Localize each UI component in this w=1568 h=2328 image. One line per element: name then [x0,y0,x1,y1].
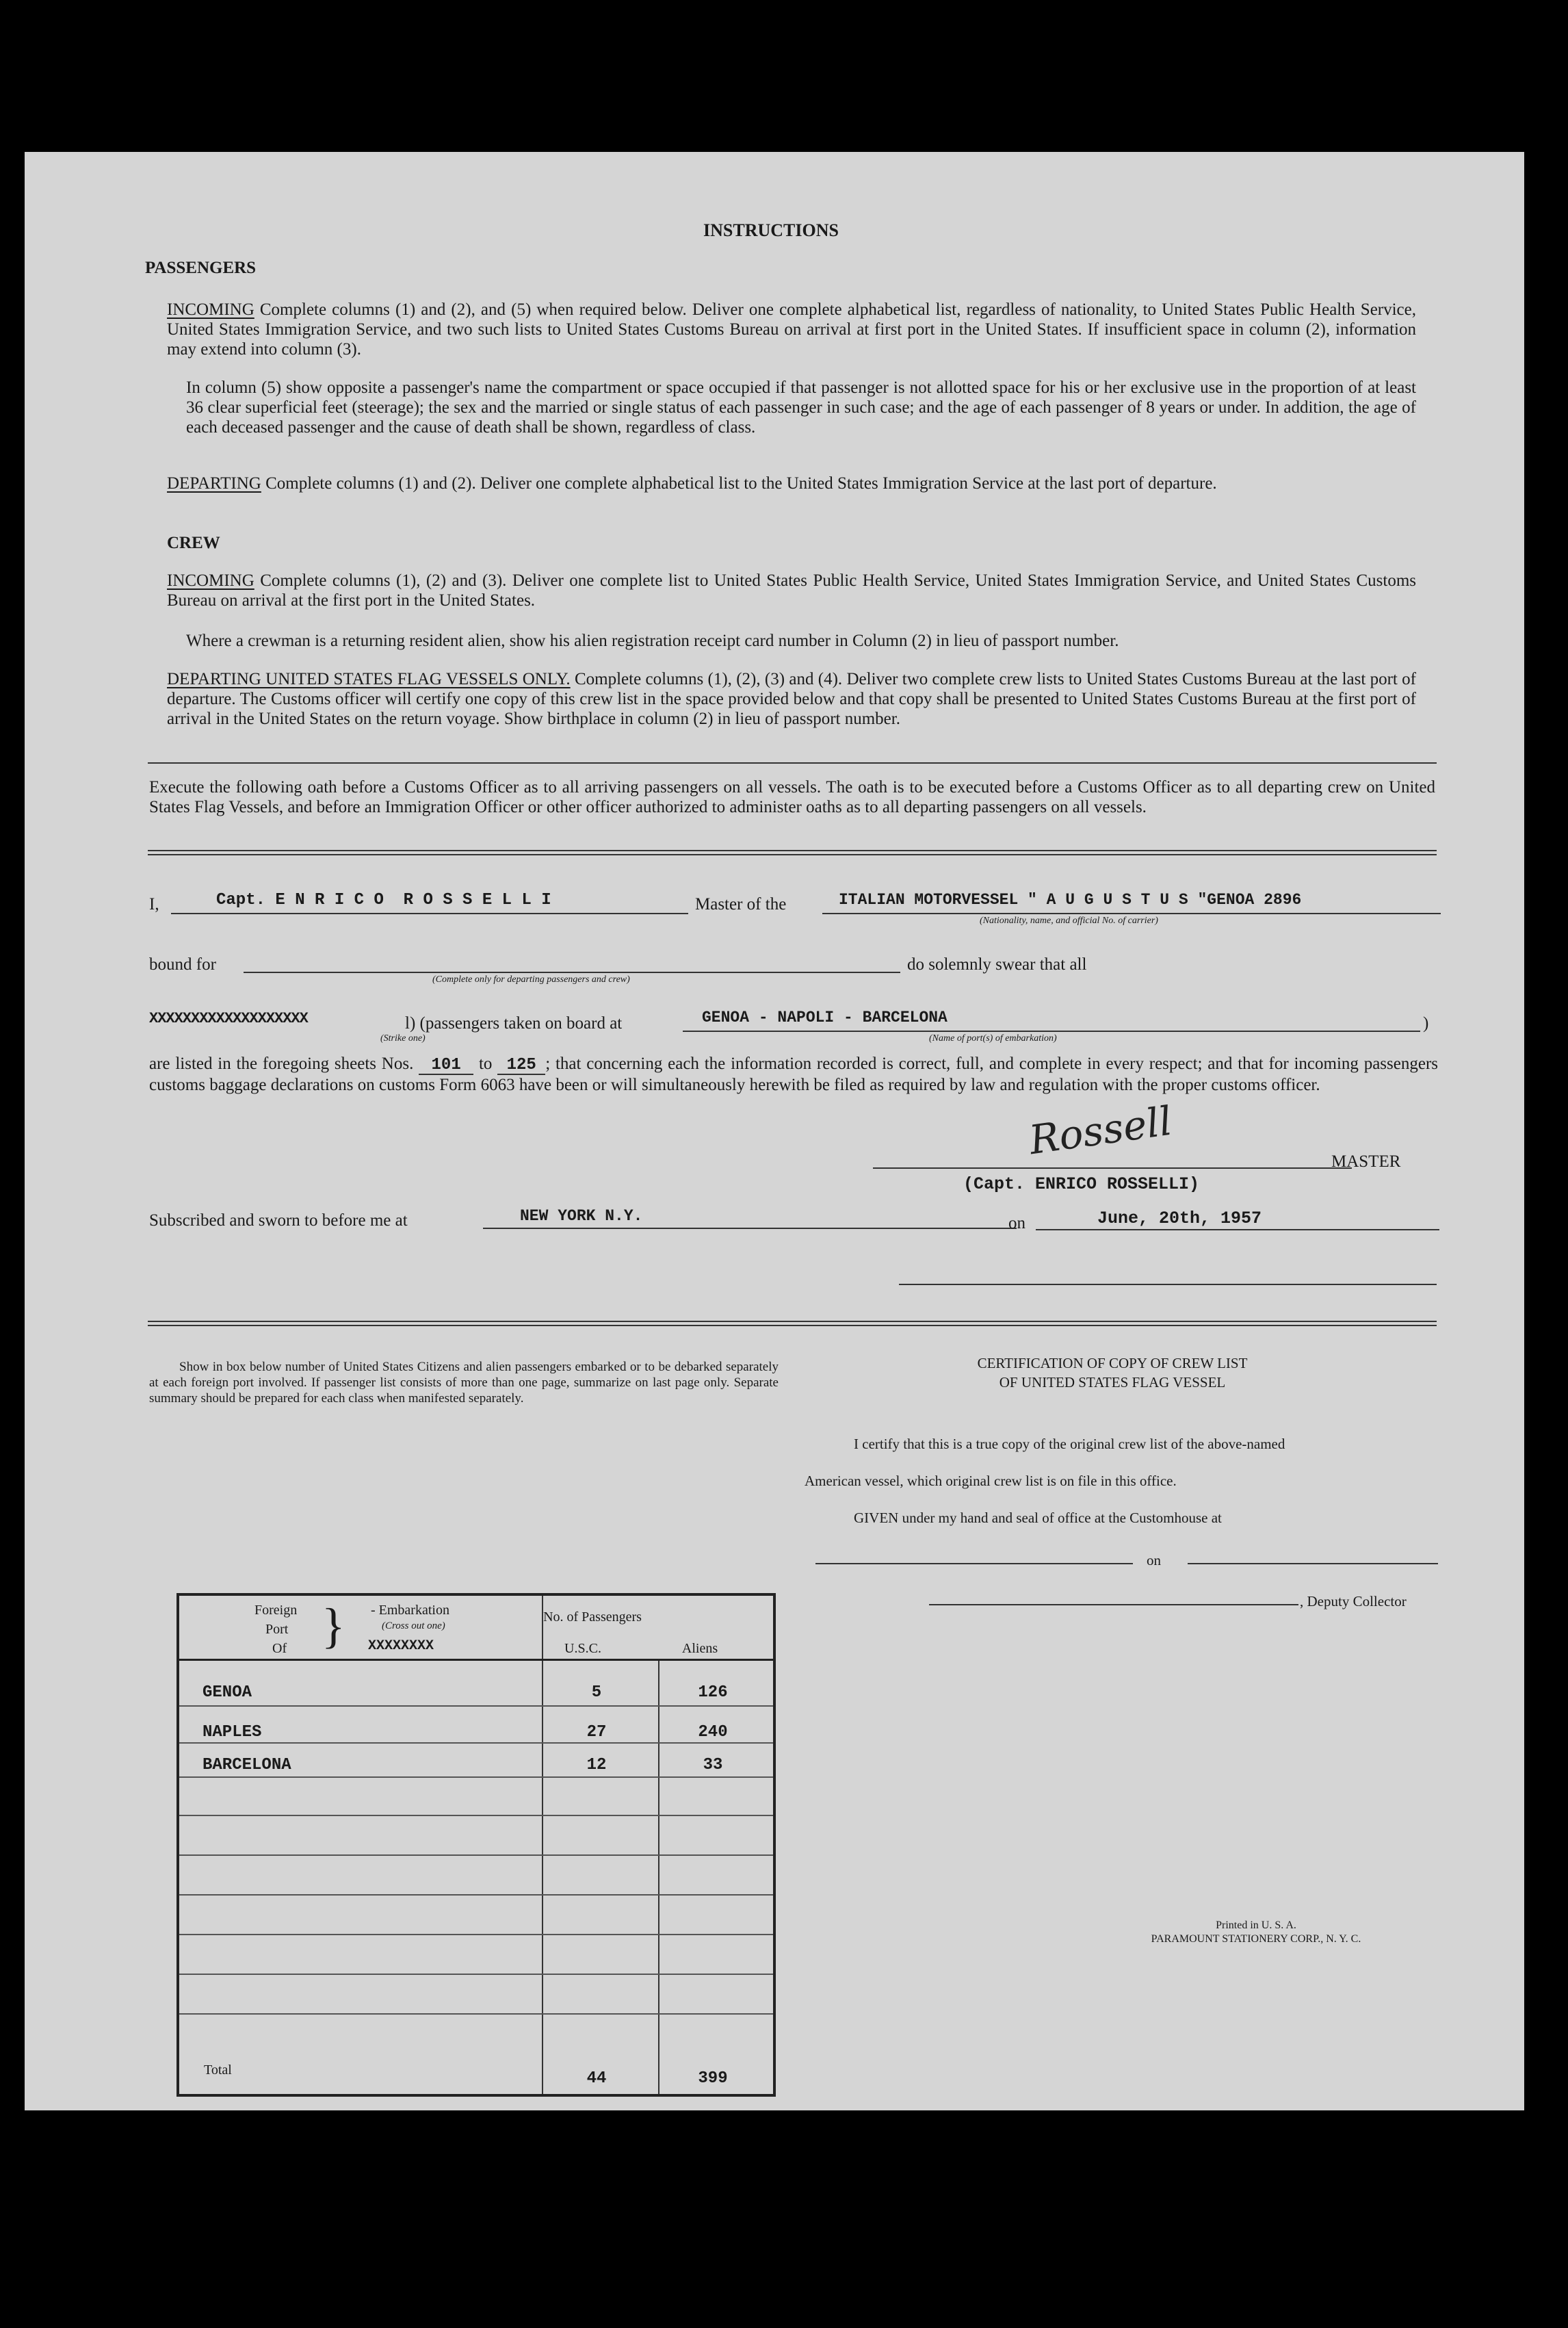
printer-line1: Printed in U. S. A. [1216,1919,1296,1931]
row-line [179,1705,773,1707]
row-port: GENOA [202,1683,252,1702]
header-foreign: Foreign [254,1603,298,1618]
crew-incoming-label: INCOMING [167,571,254,590]
column5-paragraph: In column (5) show opposite a passenger's name the compartment or space occupied if that passenger is not allotted space for his or her exclusive use in the proportion of at least 36 clear superficial feet (steerage); the sex and the married or single status of each passenger in such case; and the age of each passenger of 8 years or under. In addition, the age of each deceased passenger and the cause of death shall be shown, regardless of class. [186,378,1416,437]
passengers-on-board-text: l) (passengers taken on board at [405,1014,623,1033]
subscribed-label: Subscribed and sworn to before me at [149,1211,408,1230]
printer-line2: PARAMOUNT STATIONERY CORP., N. Y. C. [1151,1933,1361,1945]
brace-icon: } [322,1599,345,1653]
sworn-place: NEW YORK N.Y. [520,1207,643,1225]
incoming-label: INCOMING [167,300,254,319]
master-signature: Rossell [1026,1097,1175,1164]
row-aliens: 240 [698,1723,728,1742]
row-line [179,1776,773,1778]
embarkation-ports: GENOA - NAPOLI - BARCELONA [702,1009,948,1026]
bound-for-line [244,972,900,973]
officer-line [899,1284,1437,1285]
certification-title-line1: CERTIFICATION OF COPY OF CREW LIST [977,1355,1248,1371]
vessel-name: ITALIAN MOTORVESSEL " A U G U S T U S "GENOA 2896 [839,891,1302,909]
to-label: to [478,1055,493,1073]
instructions-title: INSTRUCTIONS [703,220,839,240]
row-line [179,1854,773,1856]
row-line [179,1742,773,1744]
deputy-collector-line [929,1604,1298,1605]
struck-text: XXXXXXXXXXXXXXXXXXX [149,1010,308,1027]
total-aliens: 399 [698,2069,728,2088]
crewman-paragraph: Where a crewman is a returning resident alien, show his alien registration receipt card number in Column (2) in lieu of passport number. [186,632,1119,650]
certification-date-line [1188,1563,1438,1564]
departing-text: Complete columns (1) and (2). Deliver one complete alphabetical list to the United States Immigration Service at the last port of departure. [261,474,1217,493]
column-divider [542,1596,543,2094]
listed-paragraph [149,1054,1438,1095]
total-label: Total [204,2062,232,2078]
date-line [1036,1229,1439,1230]
flag-vessels-paragraph [167,669,1416,729]
header-no-passengers: No. of Passengers [543,1609,642,1625]
vessel-line [822,913,1441,914]
header-aliens: Aliens [681,1641,718,1656]
double-divider [148,1321,1437,1326]
header-embarkation: - Embarkation [371,1603,449,1618]
master-label: MASTER [1331,1152,1401,1171]
total-usc: 44 [586,2069,607,2088]
oath-intro: Execute the following oath before a Customs Officer as to all arriving passengers on all vessels. The oath is to be executed before a Customs Officer as to all departing crew on United States Flag Vessels, and before an Immigration Officer or other officer authorized to administer oaths as to all departing passengers on all vessels. [149,778,1435,816]
certification-text-3: GIVEN under my hand and seal of office at the Customhouse at [854,1510,1222,1526]
sheet-to: 125 [497,1057,545,1075]
crew-incoming-text: Complete columns (1), (2) and (3). Deliver one complete list to United States Public Health Service, United States Immigration Service, and United States Customs Bureau on arrival at the first port in the United States. [167,571,1416,610]
header-struck: XXXXXXXX [368,1638,434,1654]
bound-for-caption: (Complete only for departing passengers and crew) [432,974,630,985]
oath-i-label: I, [149,895,159,914]
master-name: Capt. E N R I C O R O S S E L L I [216,891,551,909]
deputy-collector-label: , Deputy Collector [1300,1593,1407,1609]
sworn-date: June, 20th, 1957 [1097,1208,1262,1228]
bound-for-label: bound for [149,955,216,974]
divider [148,762,1437,764]
signature-line [873,1167,1352,1169]
ports-caption: (Name of port(s) of embarkation) [929,1033,1057,1044]
passengers-incoming-paragraph [167,300,1416,359]
incoming-text: Complete columns (1) and (2), and (5) when required below. Deliver one complete alphabetical list, regardless of nationality, to United States Public Health Service, United States Immigration Service, and two such lists to United States Customs Bureau on arrival at first port in the United States. If insufficient space in column (2), information may extend into column (3). [167,300,1416,359]
header-of: Of [272,1641,287,1656]
listed-prefix: are listed in the foregoing sheets Nos. [149,1055,414,1073]
row-line [179,1934,773,1935]
ports-line [683,1031,1420,1032]
certification-on-label: on [1147,1552,1161,1568]
row-aliens: 126 [698,1683,728,1702]
row-line [179,2013,773,2015]
sheet-from: 101 [419,1057,473,1075]
row-line [179,1894,773,1896]
certification-title [866,1354,1359,1392]
form-page [25,152,1524,2110]
printer-imprint [1112,1919,1400,1946]
certification-text-2: American vessel, which original crew list is on file in this office. [805,1473,1177,1489]
place-line [483,1228,1017,1229]
crew-heading: CREW [167,534,220,552]
certification-title-line2: OF UNITED STATES FLAG VESSEL [999,1374,1226,1391]
header-crossout: (Cross out one) [382,1620,445,1631]
customhouse-line [815,1563,1133,1564]
passengers-departing-paragraph [167,474,1416,493]
strike-caption: (Strike one) [380,1033,426,1044]
row-usc: 27 [586,1723,607,1742]
header-usc: U.S.C. [564,1641,601,1656]
vessel-caption: (Nationality, name, and official No. of carrier) [980,916,1158,926]
column-divider [658,1659,659,2094]
header-divider [179,1659,773,1661]
passenger-summary-table [177,1593,776,2097]
master-of-label: Master of the [695,895,787,914]
certification-text-1: I certify that this is a true copy of the original crew list of the above-named [854,1436,1285,1452]
master-name-line [171,913,688,914]
passengers-heading: PASSENGERS [145,259,257,277]
row-port: BARCELONA [202,1756,291,1774]
row-port: NAPLES [202,1723,262,1742]
listed-text: ; that concerning each the information recorded is correct, full, and complete in every respect; and that for incoming passengers customs baggage declarations on customs Form 6063 have been or will simultaneously herewith be filed as required by law and regulation with the proper customs officer. [149,1055,1438,1094]
row-line [179,1815,773,1816]
summary-instructions: Show in box below number of United States Citizens and alien passengers embarked or to be debarked separately at each foreign port involved. If passenger list consists of more than one page, summarize on last page only. Separate summary should be prepared for each class when manifested separately. [149,1360,779,1406]
flag-vessels-text: Complete columns (1), (2), (3) and (4). Deliver two complete crew lists to United States Customs Bureau at the last port of departure. The Customs officer will certify one copy of this crew list in the space provided below and that copy shall be presented to United States Customs Bureau at the first port of arrival in the United States on the return voyage. Show birthplace in column (2) in lieu of passport number. [167,670,1416,728]
row-line [179,1974,773,1975]
row-aliens: 33 [703,1756,723,1774]
close-paren: ) [1423,1014,1429,1033]
double-divider [148,850,1437,855]
crew-incoming-paragraph [167,571,1416,610]
header-port: Port [265,1622,289,1637]
row-usc: 12 [586,1756,607,1774]
row-usc: 5 [591,1683,602,1702]
on-label: on [1008,1214,1025,1232]
flag-vessels-label: DEPARTING UNITED STATES FLAG VESSELS ONLY. [167,670,571,688]
swear-text: do solemnly swear that all [907,955,1087,974]
master-typed-name: (Capt. ENRICO ROSSELLI) [963,1174,1200,1194]
departing-label: DEPARTING [167,474,261,493]
